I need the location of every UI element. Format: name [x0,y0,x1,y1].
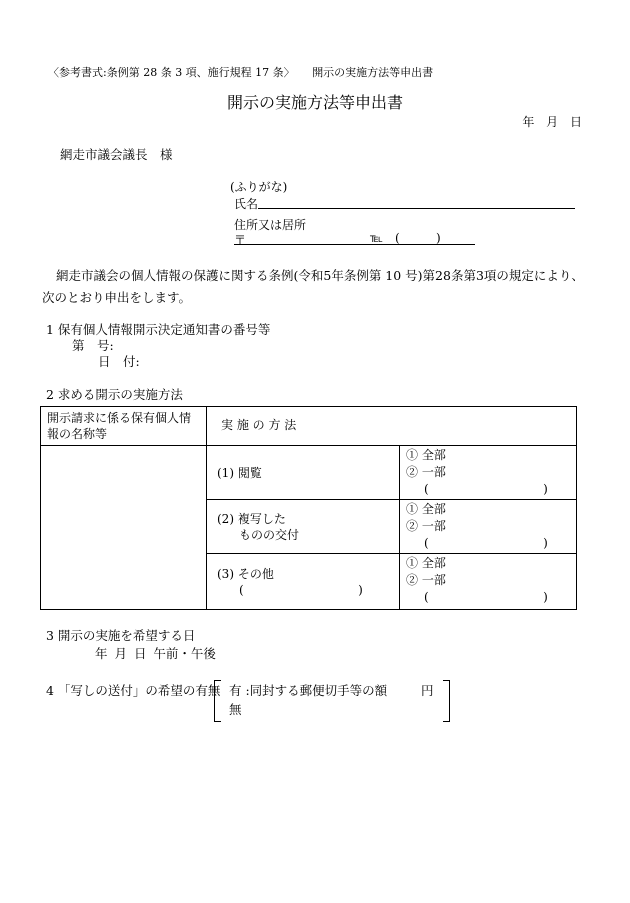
option-part[interactable]: ② 一部 [406,573,446,587]
reference-articles: 〈参考書式:条例第 28 条 3 項、施行規程 17 条〉 [48,66,295,79]
declaration-text: 網走市議会の個人情報の保護に関する条例(令和5年条例第 10 号)第28条第3項の規定により、次のとおり申出をします。 [42,268,584,305]
yen-unit: 円 [421,683,434,698]
tel-label: ℡ [370,231,383,245]
option-part[interactable]: ② 一部 [406,519,446,533]
document-title: 開示の実施方法等申出書 [226,93,403,112]
option-cell-copy[interactable] [400,500,577,554]
right-bracket [443,680,450,722]
addressee: 網走市議会議長 様 [60,147,173,162]
mail-no-option[interactable]: 無 [229,702,242,717]
method-cell-view [207,446,400,500]
notice-date-label: 日 付: [98,354,140,369]
tel-open-paren: ( [395,231,400,245]
method-header: 実 施 の 方 法 [207,407,577,446]
section2-heading: 2 求める開示の実施方法 [46,387,183,402]
reference-form-name: 開示の実施方法等申出書 [312,66,434,79]
method-cell-copy [207,500,400,554]
method-label: (3) その他 [217,566,274,581]
method-label: (2) 複写した [217,511,286,526]
name-label: 氏名 [234,197,259,211]
section3-heading: 3 開示の実施を希望する日 [46,628,196,643]
info-name-cell[interactable] [41,446,207,610]
option-cell-other[interactable] [400,554,577,610]
method-label: (1) 閲覧 [217,465,262,480]
section1-heading: 1 保有個人情報開示決定通知書の番号等 [46,322,271,337]
method-other-detail[interactable]: ( ) [239,582,363,597]
option-detail: ( ) [424,482,548,496]
option-cell-view[interactable] [400,446,577,500]
option-detail: ( ) [424,590,548,604]
mail-yes-option[interactable]: 有 :同封する郵便切手等の額 [229,683,388,698]
tel-close-paren: ) [436,231,441,245]
option-all[interactable]: ① 全部 [406,448,446,462]
option-part[interactable]: ② 一部 [406,465,446,479]
address-label: 住所又は居所 [234,218,307,232]
notice-number-label: 第 号: [72,338,114,353]
submission-date: 年 月 日 [522,115,582,129]
info-name-header: 開示請求に係る保有個人情報の名称等 [41,407,207,446]
name-field[interactable] [258,208,575,209]
reference-note [48,64,433,80]
left-bracket [214,680,221,722]
disclosure-method-table [40,406,577,610]
preferred-date[interactable]: 年 月 日 午前・午後 [95,646,216,661]
address-field[interactable] [234,244,475,245]
postal-mark: 〒 [234,233,247,247]
section4-heading: 4 「写しの送付」の希望の有無 [46,683,221,698]
method-cell-other [207,554,400,610]
option-detail: ( ) [424,536,548,550]
option-all[interactable]: ① 全部 [406,502,446,516]
option-all[interactable]: ① 全部 [406,556,446,570]
furigana-label: (ふりがな) [230,180,288,194]
method-sublabel: ものの交付 [239,527,300,542]
